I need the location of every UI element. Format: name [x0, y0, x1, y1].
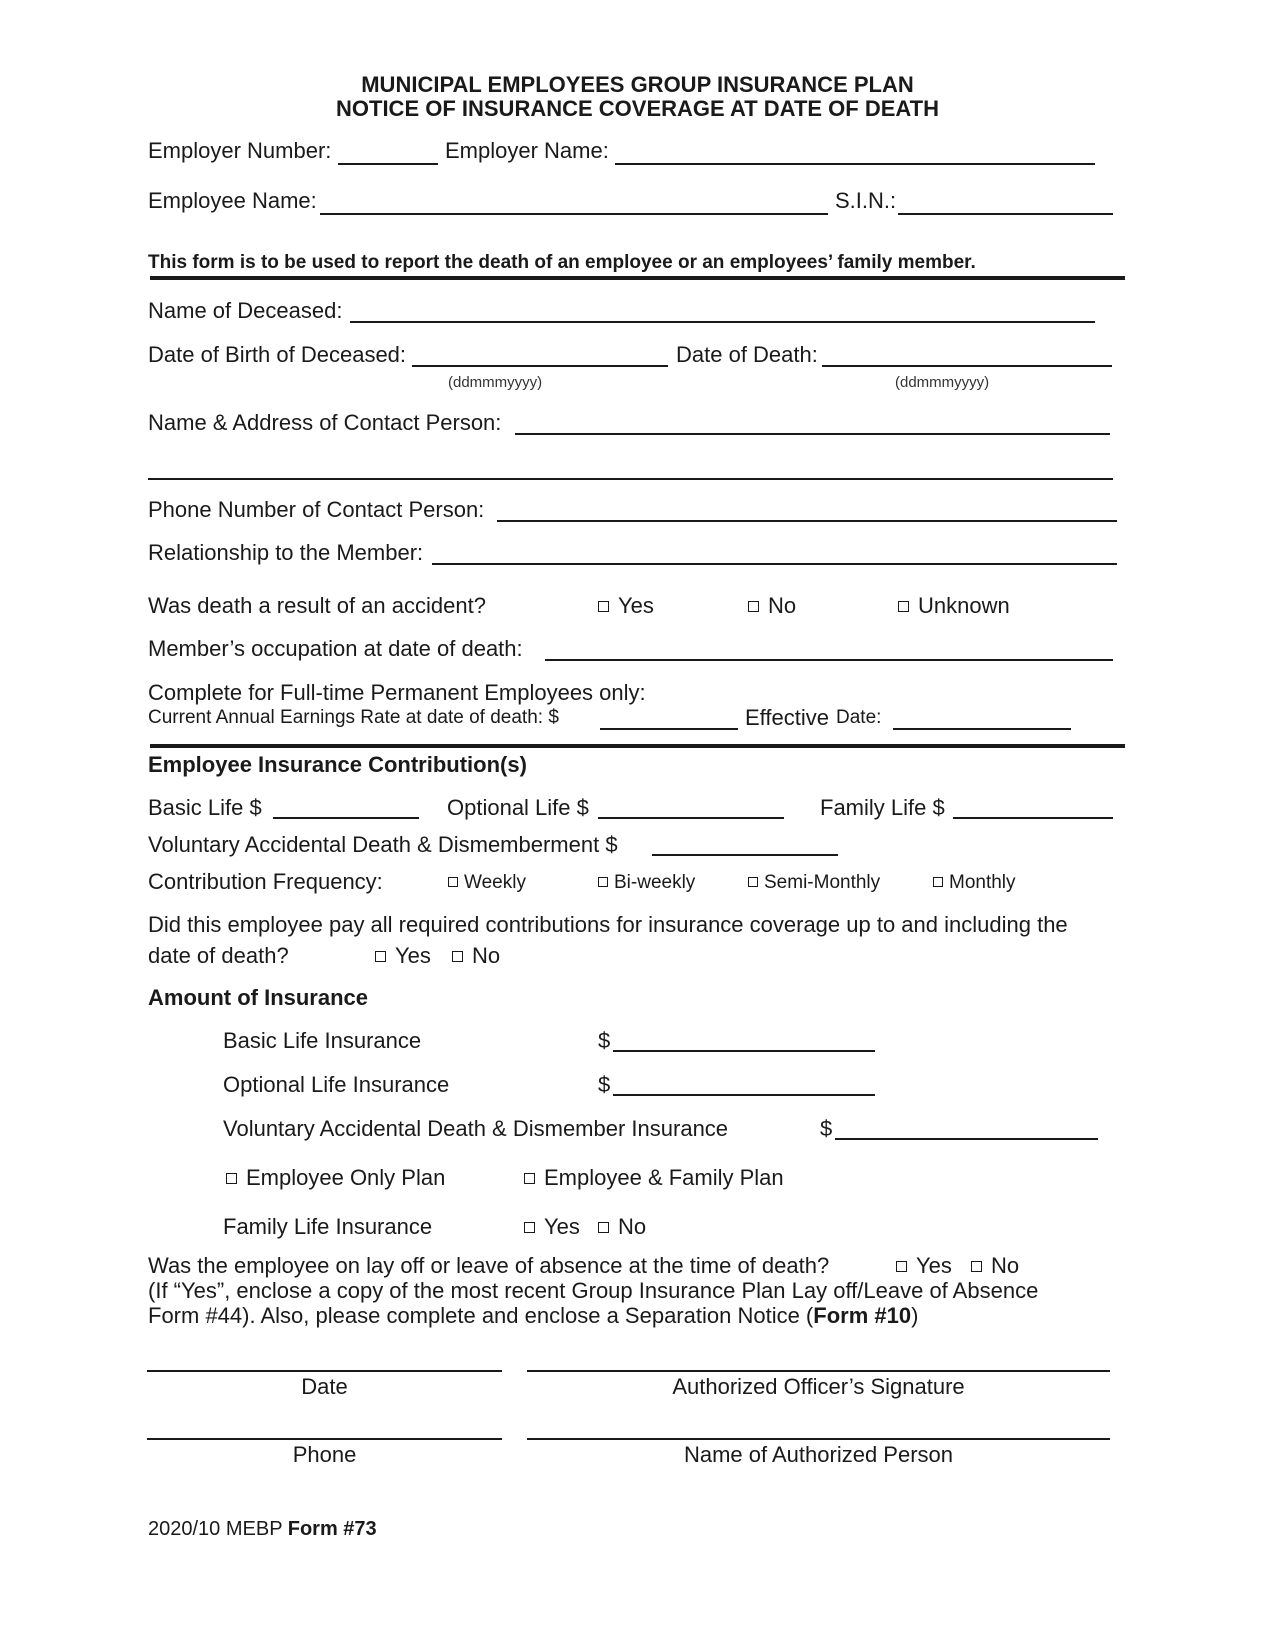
paid-question-line1: Did this employee pay all required contributions for insurance coverage up to and including the: [148, 912, 1068, 937]
amount-vadd-dollar: $: [820, 1116, 833, 1141]
phone-caption: Phone: [292, 1442, 357, 1467]
relationship-label: Relationship to the Member:: [148, 540, 424, 565]
earnings-label: Current Annual Earnings Rate at date of death: $: [148, 707, 559, 728]
employee-family-plan-label: Employee & Family Plan: [544, 1165, 784, 1190]
amount-basic-dollar: $: [598, 1028, 611, 1053]
fulltime-instruction: Complete for Full-time Permanent Employees only:: [148, 680, 646, 705]
effective-date-field[interactable]: [893, 728, 1071, 730]
checkbox-icon: [896, 1261, 907, 1272]
authorized-name-line[interactable]: [527, 1438, 1110, 1440]
family-life-yes-label: Yes: [544, 1214, 580, 1239]
employee-only-plan-option[interactable]: [226, 1165, 445, 1191]
divider: [150, 276, 1125, 280]
checkbox-icon: [933, 877, 943, 887]
employer-name-label: Employer Name:: [445, 138, 609, 163]
paid-yes-option[interactable]: [375, 943, 431, 969]
optional-life-label: Optional Life $: [447, 795, 589, 820]
signature-caption: Authorized Officer’s Signature: [672, 1374, 965, 1399]
checkbox-icon: [452, 951, 463, 962]
freq-biweekly-option[interactable]: [598, 872, 695, 894]
employer-name-field[interactable]: [615, 163, 1095, 165]
dob-field[interactable]: [412, 365, 668, 367]
freq-monthly-label: Monthly: [949, 872, 1016, 893]
checkbox-icon: [226, 1173, 237, 1184]
form-title-line1: MUNICIPAL EMPLOYEES GROUP INSURANCE PLAN: [361, 72, 914, 97]
accident-no-option[interactable]: [748, 593, 796, 619]
usage-notice: This form is to be used to report the death of an employee or an employees’ family member.: [148, 252, 976, 273]
employer-number-field[interactable]: [338, 163, 438, 165]
accident-no-label: No: [768, 593, 797, 618]
contact-name-address-label: Name & Address of Contact Person:: [148, 410, 502, 435]
frequency-label: Contribution Frequency:: [148, 869, 383, 894]
occupation-label: Member’s occupation at date of death:: [148, 636, 523, 661]
paid-question-line2: date of death?: [148, 943, 289, 968]
checkbox-icon: [448, 877, 458, 887]
employee-name-label: Employee Name:: [148, 188, 317, 213]
paid-no-option[interactable]: [452, 943, 500, 969]
accident-unknown-option[interactable]: [898, 593, 1010, 619]
basic-life-field[interactable]: [273, 817, 419, 819]
occupation-field[interactable]: [545, 659, 1113, 661]
employee-only-plan-label: Employee Only Plan: [246, 1165, 446, 1190]
earnings-field[interactable]: [600, 728, 738, 730]
layoff-yes-label: Yes: [916, 1253, 952, 1278]
checkbox-icon: [748, 877, 758, 887]
contributions-heading: Employee Insurance Contribution(s): [148, 752, 527, 777]
amount-heading: Amount of Insurance: [148, 985, 369, 1010]
dob-format-hint: (ddmmmyyyy): [448, 374, 543, 391]
freq-semimonthly-option[interactable]: [748, 872, 880, 894]
amount-vadd-label: Voluntary Accidental Death & Dismember Insurance: [223, 1116, 729, 1141]
vadd-label: Voluntary Accidental Death & Dismemberment $: [148, 832, 618, 857]
footer-code: 2020/10 MEBP: [148, 1518, 283, 1540]
deceased-name-label: Name of Deceased:: [148, 298, 343, 323]
footer-form-number: Form #73: [287, 1518, 377, 1540]
checkbox-icon: [748, 601, 759, 612]
effective-label: Effective: [745, 705, 829, 730]
freq-monthly-option[interactable]: [933, 872, 1016, 894]
family-life-yes-option[interactable]: [524, 1214, 580, 1240]
section-divider: [150, 744, 1125, 748]
effective-date-label: Date:: [836, 707, 882, 728]
dod-label: Date of Death:: [676, 342, 818, 367]
checkbox-icon: [971, 1261, 982, 1272]
date-signature-line[interactable]: [147, 1370, 502, 1372]
amount-optional-dollar: $: [598, 1072, 611, 1097]
amount-vadd-field[interactable]: [835, 1138, 1098, 1140]
family-life-no-option[interactable]: [598, 1214, 646, 1240]
checkbox-icon: [524, 1173, 535, 1184]
layoff-note-text: Form #44). Also, please complete and enclose a Separation Notice (: [148, 1303, 814, 1328]
checkbox-icon: [598, 601, 609, 612]
deceased-name-field[interactable]: [350, 321, 1095, 323]
optional-life-field[interactable]: [598, 817, 784, 819]
checkbox-icon: [375, 951, 386, 962]
layoff-question: Was the employee on lay off or leave of absence at the time of death?: [148, 1253, 830, 1278]
dob-label: Date of Birth of Deceased:: [148, 342, 407, 367]
paid-yes-label: Yes: [395, 943, 431, 968]
amount-optional-field[interactable]: [613, 1094, 875, 1096]
amount-basic-label: Basic Life Insurance: [223, 1028, 422, 1053]
checkbox-icon: [524, 1222, 535, 1233]
employer-number-label: Employer Number:: [148, 138, 332, 163]
freq-weekly-label: Weekly: [464, 872, 526, 893]
layoff-no-option[interactable]: [971, 1253, 1019, 1279]
paid-no-label: No: [472, 943, 501, 968]
phone-signature-line[interactable]: [147, 1438, 502, 1440]
accident-yes-label: Yes: [618, 593, 654, 618]
accident-question: Was death a result of an accident?: [148, 593, 486, 618]
form-title-line2: NOTICE OF INSURANCE COVERAGE AT DATE OF DEATH: [336, 96, 939, 121]
date-caption: Date: [301, 1374, 348, 1399]
sin-label: S.I.N.:: [835, 188, 897, 213]
contact-name-address-field[interactable]: [515, 433, 1110, 435]
officer-signature-line[interactable]: [527, 1370, 1110, 1372]
layoff-no-label: No: [991, 1253, 1020, 1278]
footer: [148, 1518, 377, 1541]
sin-field[interactable]: [898, 213, 1113, 215]
contact-phone-label: Phone Number of Contact Person:: [148, 497, 485, 522]
checkbox-icon: [598, 877, 608, 887]
amount-basic-field[interactable]: [613, 1050, 875, 1052]
freq-biweekly-label: Bi-weekly: [614, 872, 696, 893]
vadd-field[interactable]: [652, 854, 838, 856]
checkbox-icon: [898, 601, 909, 612]
layoff-note-line2: [148, 1303, 918, 1329]
contact-address-field-line2[interactable]: [148, 478, 1113, 480]
contact-phone-field[interactable]: [497, 520, 1117, 522]
freq-semimonthly-label: Semi-Monthly: [764, 872, 881, 893]
family-life-no-label: No: [618, 1214, 647, 1239]
family-life-field[interactable]: [953, 817, 1113, 819]
layoff-note-close: ): [911, 1303, 919, 1328]
dod-format-hint: (ddmmmyyyy): [895, 374, 990, 391]
amount-optional-label: Optional Life Insurance: [223, 1072, 450, 1097]
accident-unknown-label: Unknown: [918, 593, 1010, 618]
employee-name-field[interactable]: [320, 213, 828, 215]
authorized-name-caption: Name of Authorized Person: [683, 1442, 954, 1467]
employee-family-plan-option[interactable]: [524, 1165, 784, 1191]
relationship-field[interactable]: [432, 563, 1117, 565]
layoff-yes-option[interactable]: [896, 1253, 952, 1279]
separation-form-ref: Form #10: [813, 1303, 912, 1328]
basic-life-label: Basic Life $: [148, 795, 262, 820]
freq-weekly-option[interactable]: [448, 872, 526, 894]
checkbox-icon: [598, 1222, 609, 1233]
accident-yes-option[interactable]: [598, 593, 654, 619]
family-life-insurance-label: Family Life Insurance: [223, 1214, 433, 1239]
layoff-note-line1: (If “Yes”, enclose a copy of the most recent Group Insurance Plan Lay off/Leave of Absence: [148, 1278, 1039, 1303]
family-life-label: Family Life $: [820, 795, 945, 820]
dod-field[interactable]: [822, 365, 1112, 367]
